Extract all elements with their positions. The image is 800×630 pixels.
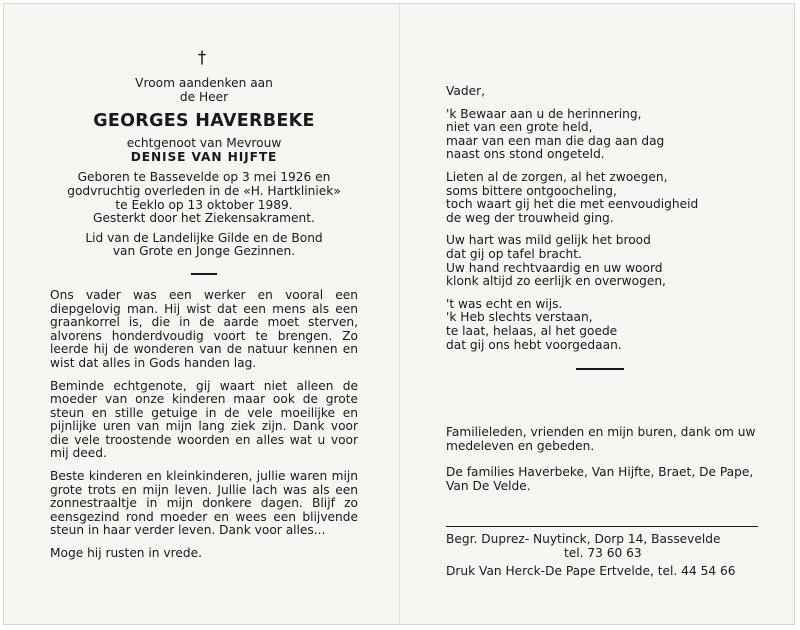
poem-stanza: [446, 298, 758, 352]
poem-line: klonk altijd zo eerlijk en overwogen,: [446, 274, 666, 289]
poem-line: Lieten al de zorgen, al het zwoegen,: [446, 169, 668, 184]
thanks-text: Familieleden, vrienden en mijn buren, dank om uw medeleven en gebeden.: [446, 425, 756, 453]
poem-line: dat gij op tafel bracht.: [446, 246, 582, 261]
closing-line: Moge hij rusten in vrede.: [50, 546, 202, 561]
membership-line-1: Lid van de Landelijke Gilde en de Bond: [85, 230, 323, 245]
printer-line-1: Begr. Duprez- Nuytinck, Dorp 14, Bassevelde: [446, 532, 721, 547]
separator-dash: [576, 368, 624, 370]
printer-rule: [446, 526, 758, 527]
poem-line: de weg der trouwheid ging.: [446, 210, 614, 225]
bio-line-2: godvruchtig overleden in de «H. Hartkliniek»: [67, 183, 341, 198]
poem-stanza: [446, 234, 758, 288]
poem-stanza: [446, 108, 758, 162]
separator-dash: [191, 273, 217, 275]
spouse-line: echtgenoot van Mevrouw: [126, 136, 282, 151]
printer-line-2: Druk Van Herck-De Pape Ertvelde, tel. 44 54 66: [446, 563, 736, 578]
poem-line: naast ons stond ongeteld.: [446, 147, 605, 162]
poem-line: soms bittere ontgoocheling,: [446, 183, 617, 198]
poem: [446, 85, 758, 352]
poem-line: maar van een man die dag aan dag: [446, 133, 665, 148]
bio-line-4: Gesterkt door het Ziekensakrament.: [93, 211, 315, 226]
poem-stanza: [446, 171, 758, 225]
card-fold-line: [399, 4, 400, 624]
bio-line-1: Geboren te Bassevelde op 3 mei 1926 en: [77, 170, 331, 185]
poem-line: 't was echt en wijs.: [446, 296, 563, 311]
bio-line-3: te Eeklo op 13 oktober 1989.: [115, 197, 293, 212]
poem-line: Vader,: [446, 84, 485, 98]
poem-line: niet van een grote held,: [446, 120, 593, 135]
paragraph-children: Beste kinderen en kleinkinderen, jullie waren mijn grote trots en mijn leven. Jullie lach was als een zonnestraaltje in mijn donkere dagen. Blijf zo eensgezind rond moeder en wees een blijvende steun in haar verder leven. Dank voor alles...: [50, 469, 358, 538]
thanks-section: [446, 426, 758, 493]
membership-line-2: van Grote en Jonge Gezinnen.: [112, 244, 296, 259]
cross-icon: †: [197, 48, 207, 68]
poem-line: 'k Bewaar aan u de herinnering,: [446, 106, 642, 121]
poem-line: Uw hart was mild gelijk het brood: [446, 233, 651, 248]
poem-stanza: [446, 85, 758, 99]
paragraph-wife: Beminde echtgenote, gij waart niet alleen de moeder van onze kinderen maar ook de grote steun en stille getuige in de vele moeilijke en pijnlijke uren van mijn lang ziek zijn. Dank voor die vele troostende woorden en alles wat u voor mij deed.: [50, 378, 358, 461]
families-text: De families Haverbeke, Van Hijfte, Braet, De Pape, Van De Velde.: [446, 465, 754, 493]
intro-line-1: Vroom aandenken aan: [135, 76, 273, 90]
spouse-name: DENISE VAN HIJFTE: [130, 149, 278, 164]
poem-line: toch waart gij het die met eenvoudigheid: [446, 197, 699, 212]
deceased-name: GEORGES HAVERBEKE: [93, 111, 315, 132]
poem-line: 'k Heb slechts verstaan,: [446, 310, 593, 325]
paragraph-father: Ons vader was een werker en vooral een diepgelovig man. Hij wist dat een mens als een graankorrel is, die in de aarde moet sterven, alvorens honderdvoudig voort te brengen. Zo leerde hij de wonderen van de natuur kennen en wist dat alles in Gods handen lag.: [50, 287, 358, 370]
poem-line: dat gij ons hebt voorgedaan.: [446, 337, 622, 352]
printer-phone: tel. 73 60 63: [564, 546, 642, 561]
poem-line: Uw hand rechtvaardig en uw woord: [446, 260, 663, 275]
printer-info: [446, 533, 758, 578]
left-page: [50, 48, 358, 561]
poem-line: te laat, helaas, al het goede: [446, 323, 618, 338]
intro-line-2: de Heer: [179, 89, 229, 104]
right-page: [446, 85, 758, 578]
